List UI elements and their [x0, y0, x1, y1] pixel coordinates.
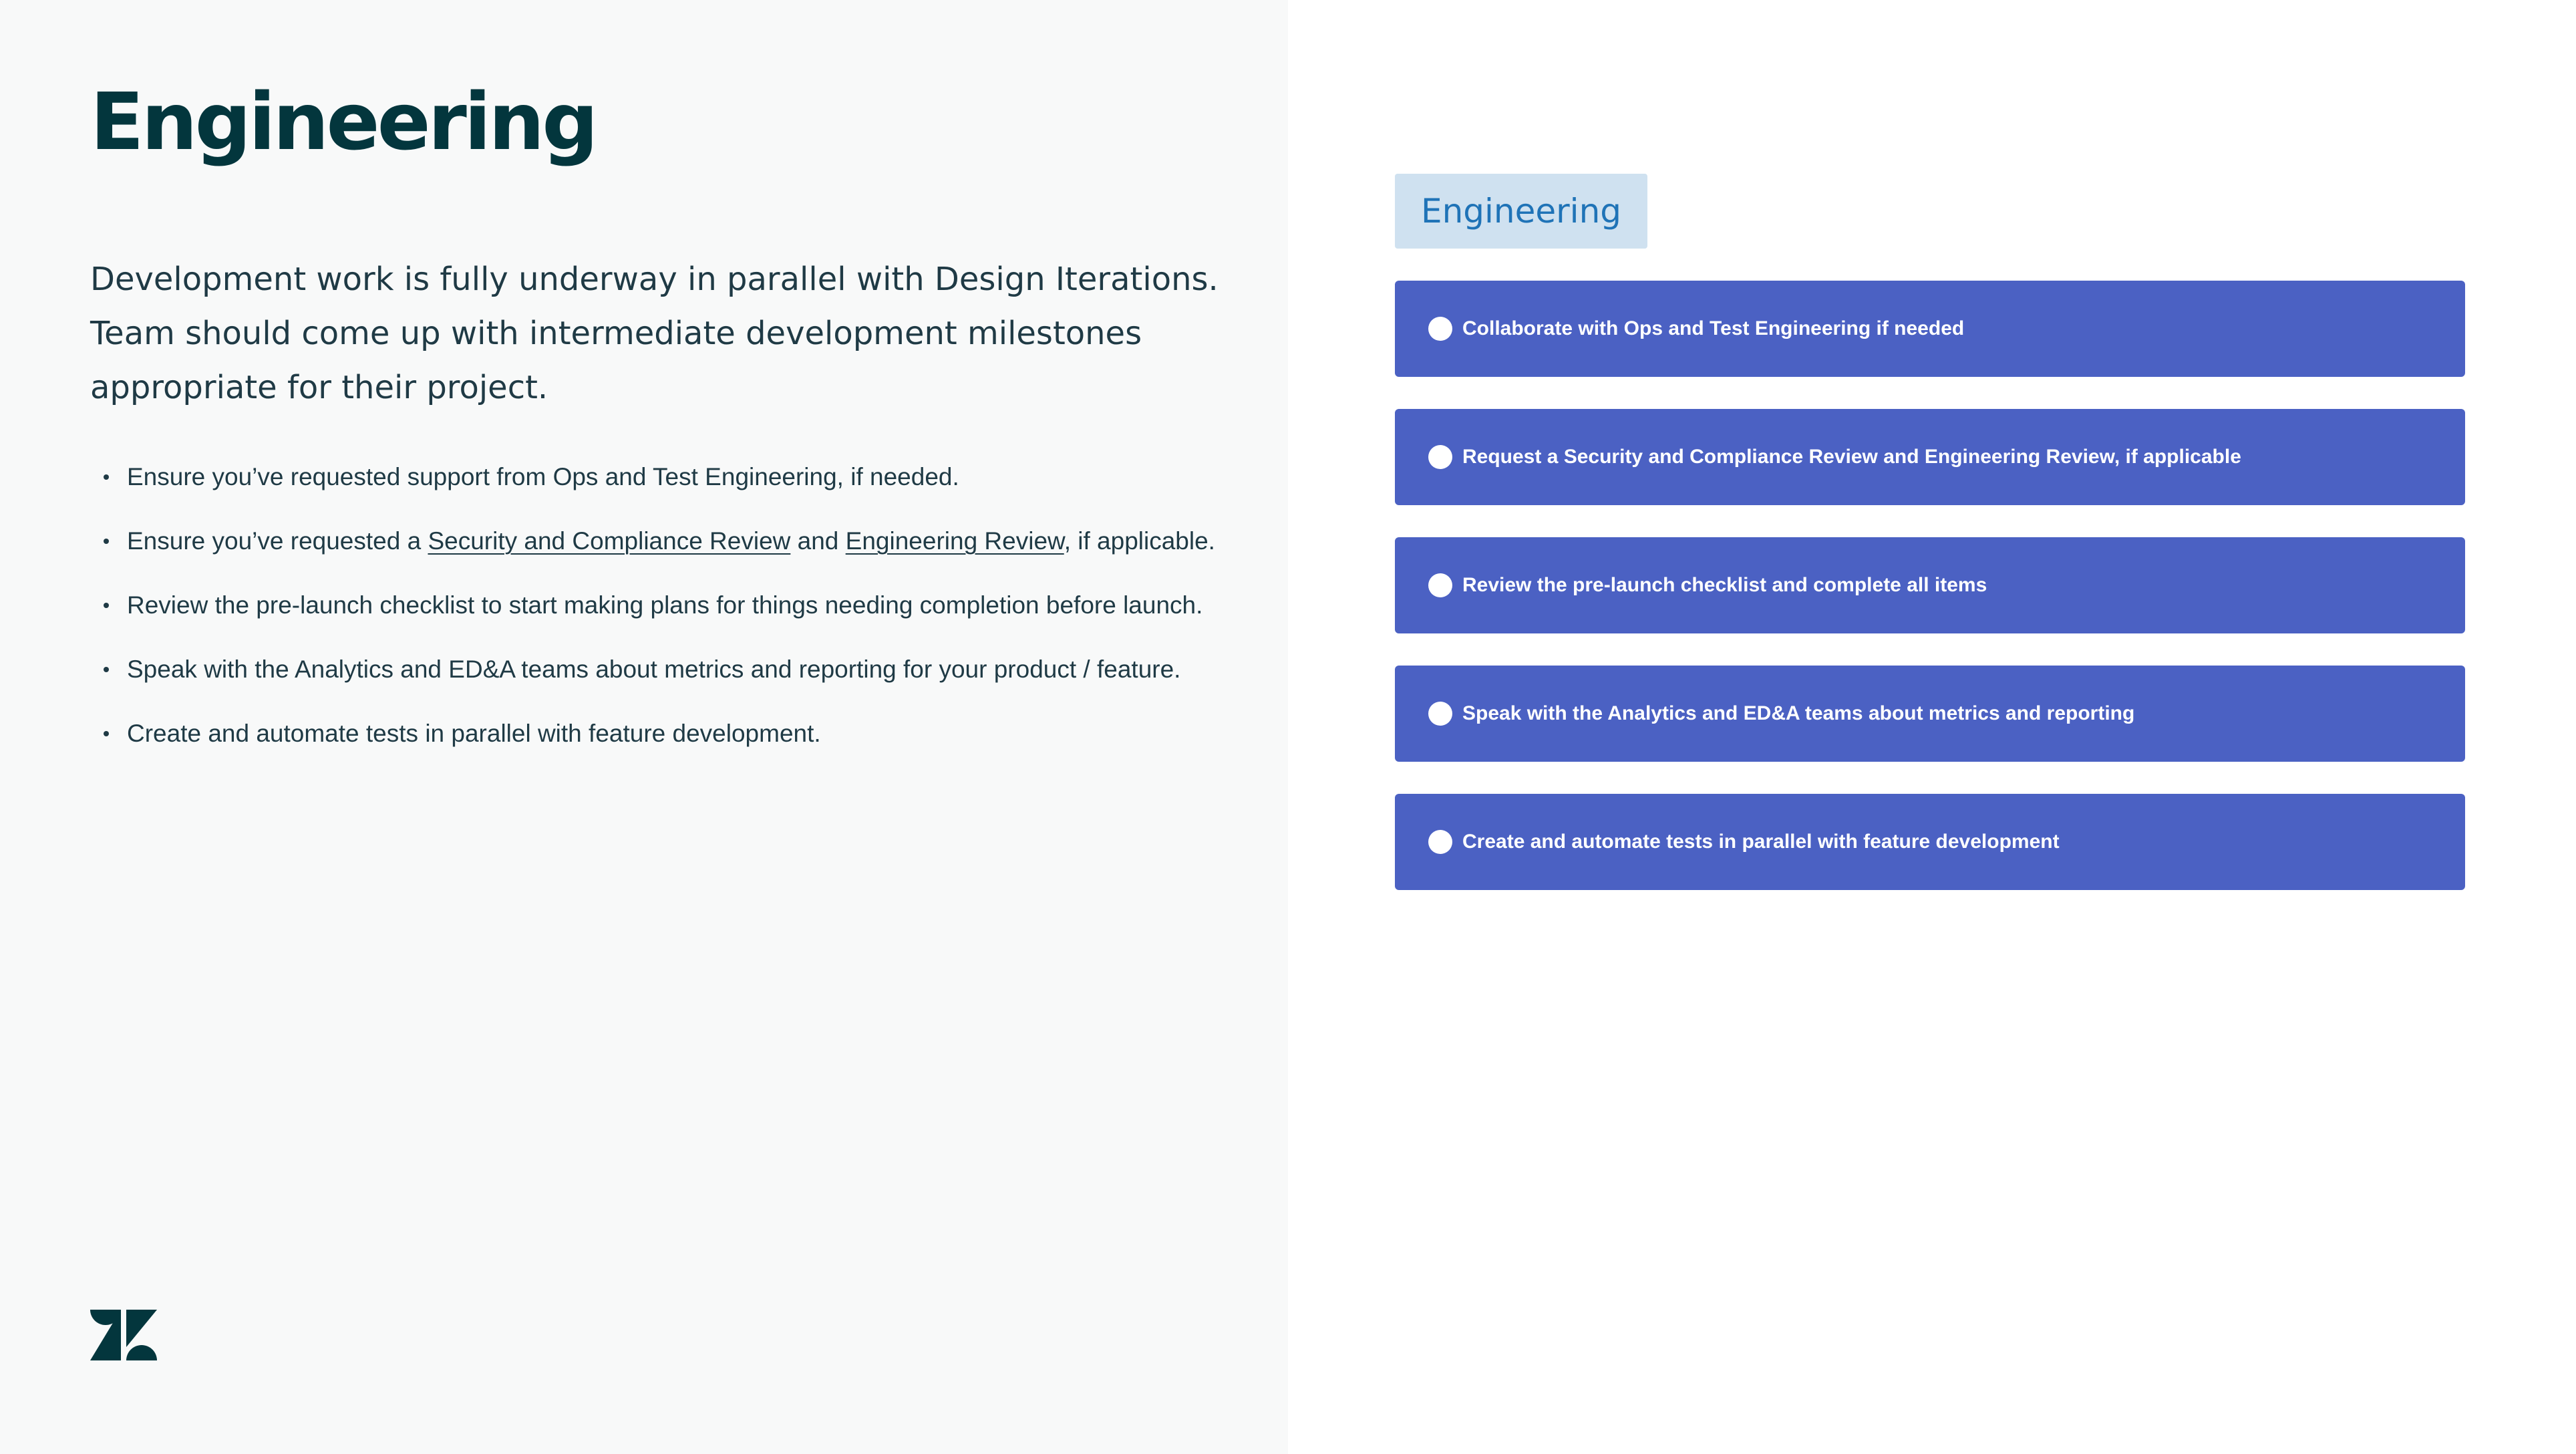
- task-label: Review the pre-launch checklist and complete all items: [1462, 574, 1987, 596]
- intro-line: Team should come up with intermediate development milestones: [90, 315, 1142, 352]
- bullet-list: [104, 461, 1266, 782]
- radio-circle-icon[interactable]: [1428, 573, 1452, 597]
- bullet-icon: [104, 667, 109, 672]
- zendesk-logo-icon: [90, 1310, 157, 1360]
- bullet-item: [104, 653, 1266, 686]
- task-list: [1395, 281, 2465, 922]
- section-tag: Engineering: [1395, 174, 1647, 249]
- task-label: Create and automate tests in parallel with feature development: [1462, 831, 2060, 853]
- page-title: Engineering: [90, 76, 596, 168]
- bullet-text: Review the pre-launch checklist to start making plans for things needing completion before launch.: [127, 591, 1203, 619]
- bullet-item: [104, 718, 1266, 750]
- bullet-icon: [104, 731, 109, 736]
- bullet-icon: [104, 474, 109, 480]
- bullet-text: Create and automate tests in parallel with feature development.: [127, 720, 821, 747]
- intro-line: Development work is fully underway in parallel with Design Iterations.: [90, 261, 1219, 298]
- bullet-text: Speak with the Analytics and ED&A teams about metrics and reporting for your product / feature.: [127, 656, 1181, 683]
- radio-circle-icon[interactable]: [1428, 445, 1452, 469]
- bullet-text: and: [790, 527, 846, 555]
- bullet-text: , if applicable.: [1064, 527, 1215, 555]
- task-card[interactable]: [1395, 537, 2465, 633]
- task-label: Collaborate with Ops and Test Engineering if needed: [1462, 317, 1965, 339]
- radio-circle-icon[interactable]: [1428, 830, 1452, 854]
- task-card[interactable]: [1395, 794, 2465, 890]
- bullet-icon: [104, 603, 109, 608]
- bullet-icon: [104, 539, 109, 544]
- radio-circle-icon[interactable]: [1428, 702, 1452, 726]
- engineering-review-link[interactable]: Engineering Review: [845, 527, 1064, 555]
- bullet-item: [104, 525, 1266, 557]
- bullet-text: Ensure you’ve requested a: [127, 527, 428, 555]
- task-card[interactable]: [1395, 281, 2465, 377]
- bullet-item: [104, 589, 1266, 621]
- task-label: Request a Security and Compliance Review and Engineering Review, if applicable: [1462, 446, 2241, 468]
- intro-text: [90, 253, 1226, 415]
- radio-circle-icon[interactable]: [1428, 317, 1452, 341]
- security-compliance-review-link[interactable]: Security and Compliance Review: [428, 527, 791, 555]
- zendesk-logo-svg: [90, 1310, 157, 1360]
- bullet-item: [104, 461, 1266, 493]
- task-card[interactable]: [1395, 666, 2465, 762]
- task-label: Speak with the Analytics and ED&A teams about metrics and reporting: [1462, 702, 2135, 724]
- right-panel: [1288, 0, 2576, 1454]
- bullet-text: Ensure you’ve requested support from Ops and Test Engineering, if needed.: [127, 463, 959, 490]
- intro-line: appropriate for their project.: [90, 369, 548, 406]
- task-card[interactable]: [1395, 409, 2465, 505]
